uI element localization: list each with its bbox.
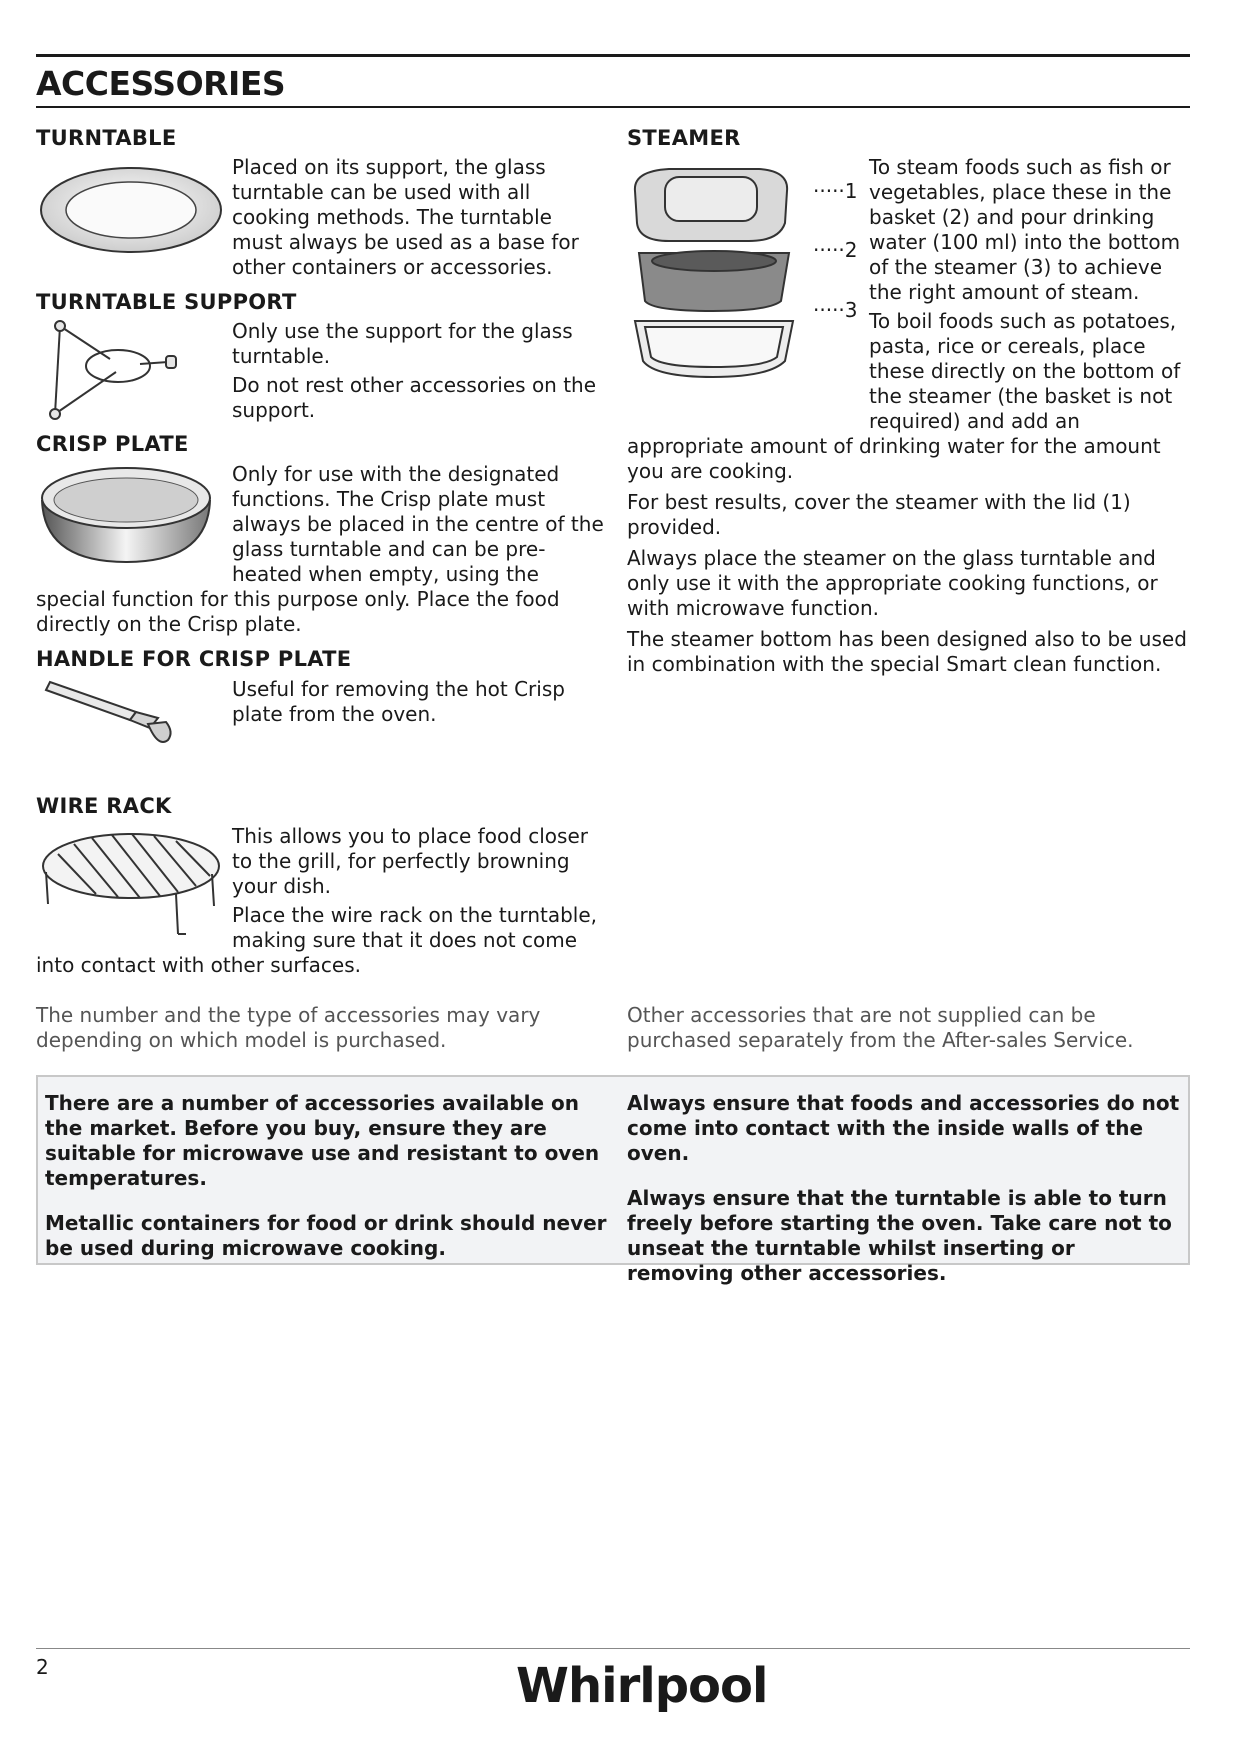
wire-rack-p2: Place the wire rack on the turntable, making sure that it does not come into contact with other surfaces. bbox=[36, 903, 598, 977]
turntable-support-image bbox=[40, 314, 180, 424]
warning-box bbox=[36, 1075, 1190, 1285]
warning-left-2: Metallic containers for food or drink should never be used during microwave cooking. bbox=[45, 1211, 607, 1260]
steamer-p3: For best results, cover the steamer with the lid (1) provided. bbox=[627, 490, 1131, 539]
warning-right-1: Always ensure that foods and accessories do not come into contact with the inside walls of the oven. bbox=[627, 1091, 1180, 1165]
page-number: 2 bbox=[36, 1655, 49, 1679]
warning-left-1: There are a number of accessories available on the market. Before you buy, ensure they are suitable for microwave use and resistant to oven temperatures. bbox=[45, 1091, 600, 1190]
steamer-block bbox=[627, 155, 1190, 681]
warning-right-2: Always ensure that the turntable is able to turn freely before starting the oven. Take care not to unseat the turntable whilst inserting or removing other accessories. bbox=[627, 1186, 1172, 1285]
steamer-p4: Always place the steamer on the glass turntable and only use it with the appropriate cooking functions, or with microwave function. bbox=[627, 546, 1158, 620]
turntable-icon bbox=[36, 160, 226, 260]
steamer-icon bbox=[629, 161, 799, 381]
wire-rack-heading: WIRE RACK bbox=[36, 794, 172, 818]
handle-image bbox=[40, 678, 180, 758]
warning-right-column bbox=[627, 1091, 1187, 1306]
steamer-callout-2: ·····2 bbox=[813, 238, 858, 262]
handle-text bbox=[232, 677, 602, 731]
handle-paragraph: Useful for removing the hot Crisp plate from the oven. bbox=[232, 677, 565, 726]
crisp-plate-heading: CRISP PLATE bbox=[36, 432, 189, 456]
brand-logo: Whirlpool bbox=[516, 1658, 768, 1714]
steamer-heading: STEAMER bbox=[627, 126, 741, 150]
turntable-support-heading: TURNTABLE SUPPORT bbox=[36, 290, 297, 314]
note-left: The number and the type of accessories may vary depending on which model is purchased. bbox=[36, 1003, 541, 1052]
steamer-image bbox=[627, 155, 869, 413]
handle-icon bbox=[40, 678, 180, 758]
turntable-heading: TURNTABLE bbox=[36, 126, 177, 150]
title-rule bbox=[36, 106, 1190, 108]
wire-rack-p1: This allows you to place food closer to the grill, for perfectly browning your dish. bbox=[232, 824, 588, 898]
crisp-plate-text: Only for use with the designated functions. The Crisp plate must always be placed in the centre of the glass turntable and can be pre-heated when empty, using the special function for this purpose only. Place the food directly on the Crisp plate. bbox=[36, 462, 604, 636]
top-rule bbox=[36, 54, 1190, 57]
turntable-support-p1: Only use the support for the glass turntable. bbox=[232, 319, 573, 368]
steamer-p1: To steam foods such as fish or vegetables, place these in the basket (2) and pour drinking water (100 ml) into the bottom of the steamer (3) to achieve the right amount of steam. bbox=[869, 155, 1181, 304]
crisp-plate-image bbox=[36, 462, 232, 587]
steamer-p2: To boil foods such as potatoes, pasta, rice or cereals, place these directly on the bottom of the steamer (the basket is not required) and add an appropriate amount of drinking water for the amount you are cooking. bbox=[627, 309, 1181, 483]
handle-heading: HANDLE FOR CRISP PLATE bbox=[36, 647, 352, 671]
wire-rack-icon bbox=[36, 824, 226, 939]
turntable-text bbox=[232, 155, 602, 284]
note-right: Other accessories that are not supplied can be purchased separately from the After-sales Service. bbox=[627, 1003, 1134, 1052]
crisp-plate-block bbox=[36, 462, 610, 641]
page-title: ACCESSORIES bbox=[36, 64, 286, 103]
turntable-support-text bbox=[232, 319, 602, 427]
steamer-callout-3: ·····3 bbox=[813, 298, 858, 322]
footer-rule bbox=[36, 1648, 1190, 1649]
steamer-callout-1: ·····1 bbox=[813, 179, 858, 203]
wire-rack-image bbox=[36, 824, 232, 952]
wire-rack-block bbox=[36, 824, 610, 982]
tripod-icon bbox=[40, 314, 180, 424]
turntable-support-p2: Do not rest other accessories on the support. bbox=[232, 373, 597, 422]
warning-left-column bbox=[45, 1091, 610, 1281]
turntable-image bbox=[36, 160, 226, 260]
steamer-p5: The steamer bottom has been designed also to be used in combination with the special Smart clean function. bbox=[627, 627, 1187, 676]
turntable-paragraph: Placed on its support, the glass turntable can be used with all cooking methods. The turntable must always be used as a base for other containers or accessories. bbox=[232, 155, 579, 279]
crisp-plate-icon bbox=[36, 462, 216, 572]
